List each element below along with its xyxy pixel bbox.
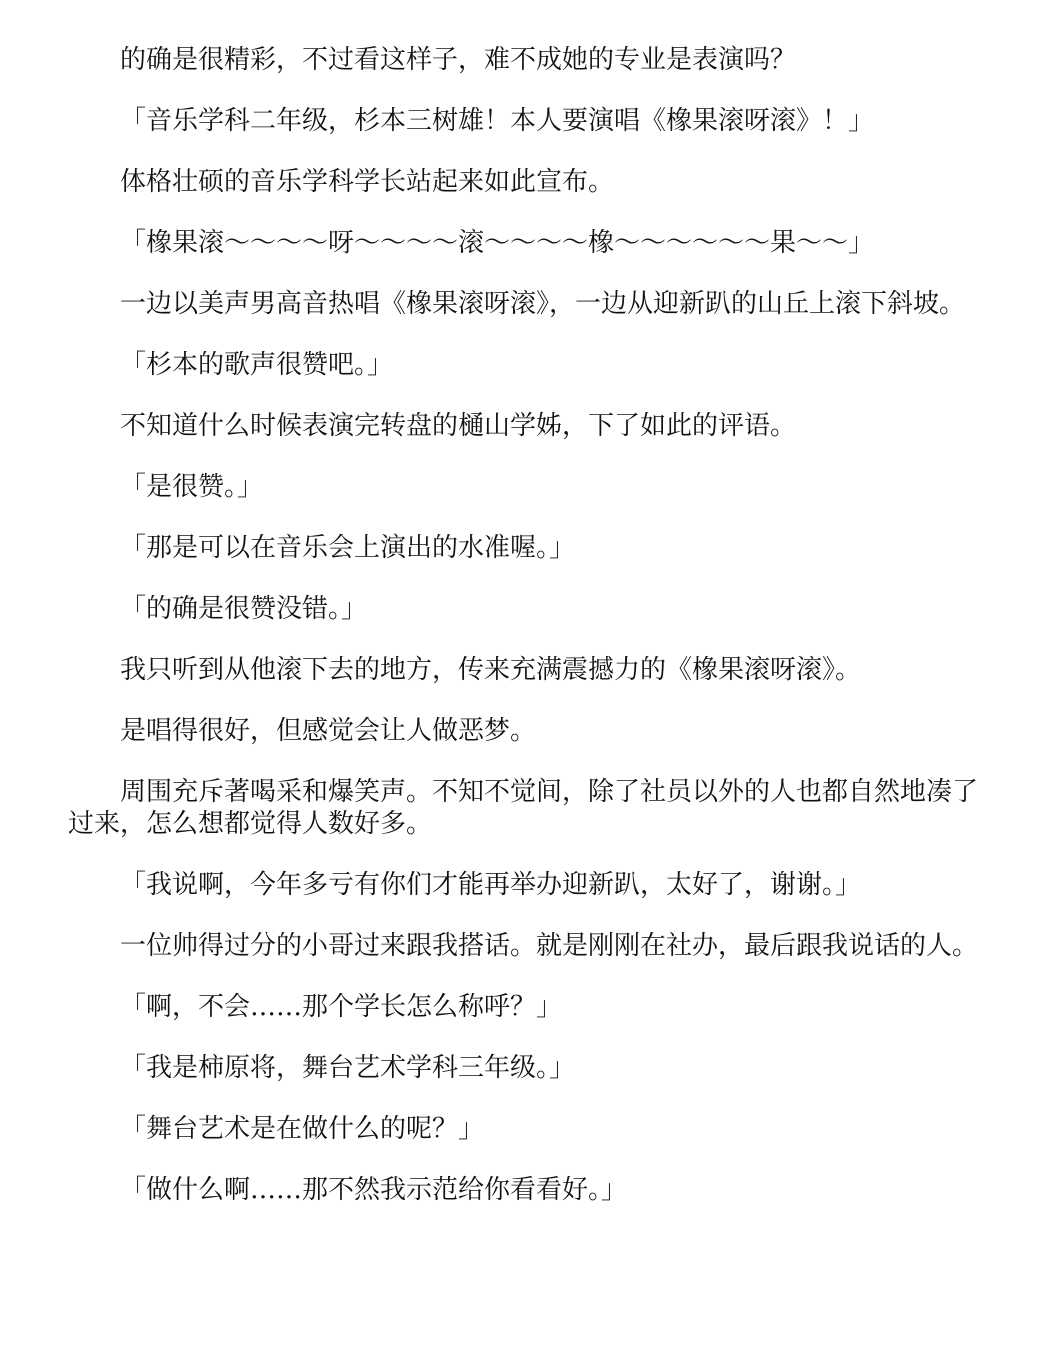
paragraph: 「我说啊，今年多亏有你们才能再举办迎新趴，太好了，谢谢。」 bbox=[120, 870, 862, 900]
paragraph: 一位帅得过分的小哥过来跟我搭话。就是刚刚在社办，最后跟我说话的人。 bbox=[120, 931, 979, 961]
paragraph: 「杉本的歌声很赞吧。」 bbox=[120, 350, 394, 380]
paragraph: 我只听到从他滚下去的地方，传来充满震撼力的《橡果滚呀滚》。 bbox=[120, 655, 862, 685]
paragraph: 「是很赞。」 bbox=[120, 472, 264, 502]
paragraph: 一边以美声男高音热唱《橡果滚呀滚》，一边从迎新趴的山丘上滚下斜坡。 bbox=[120, 289, 966, 319]
paragraph: 「啊，不会……那个学长怎么称呼？」 bbox=[120, 992, 563, 1022]
paragraph: 「的确是很赞没错。」 bbox=[120, 594, 368, 624]
paragraph: 不知道什么时候表演完转盘的樋山学姊，下了如此的评语。 bbox=[120, 411, 797, 441]
paragraph: 「舞台艺术是在做什么的呢？」 bbox=[120, 1114, 485, 1144]
paragraph: 是唱得很好，但感觉会让人做恶梦。 bbox=[120, 716, 537, 746]
paragraph: 周围充斥著喝采和爆笑声。不知不觉间，除了社员以外的人也都自然地凑了过来，怎么想都觉得人数好多。 bbox=[68, 777, 979, 839]
paragraph: 体格壮硕的音乐学科学长站起来如此宣布。 bbox=[120, 167, 615, 197]
paragraph: 「做什么啊……那不然我示范给你看看好。」 bbox=[120, 1175, 628, 1205]
paragraph: 的确是很精彩，不过看这样子，难不成她的专业是表演吗？ bbox=[120, 45, 797, 75]
paragraph: 「橡果滚～～～～呀～～～～滚～～～～橡～～～～～～果～～」 bbox=[120, 228, 875, 258]
document-body bbox=[68, 44, 983, 1235]
paragraph: 「那是可以在音乐会上演出的水准喔。」 bbox=[120, 533, 576, 563]
paragraph: 「音乐学科二年级，杉本三树雄！本人要演唱《橡果滚呀滚》！」 bbox=[120, 106, 875, 136]
paragraph: 「我是柿原将，舞台艺术学科三年级。」 bbox=[120, 1053, 576, 1083]
